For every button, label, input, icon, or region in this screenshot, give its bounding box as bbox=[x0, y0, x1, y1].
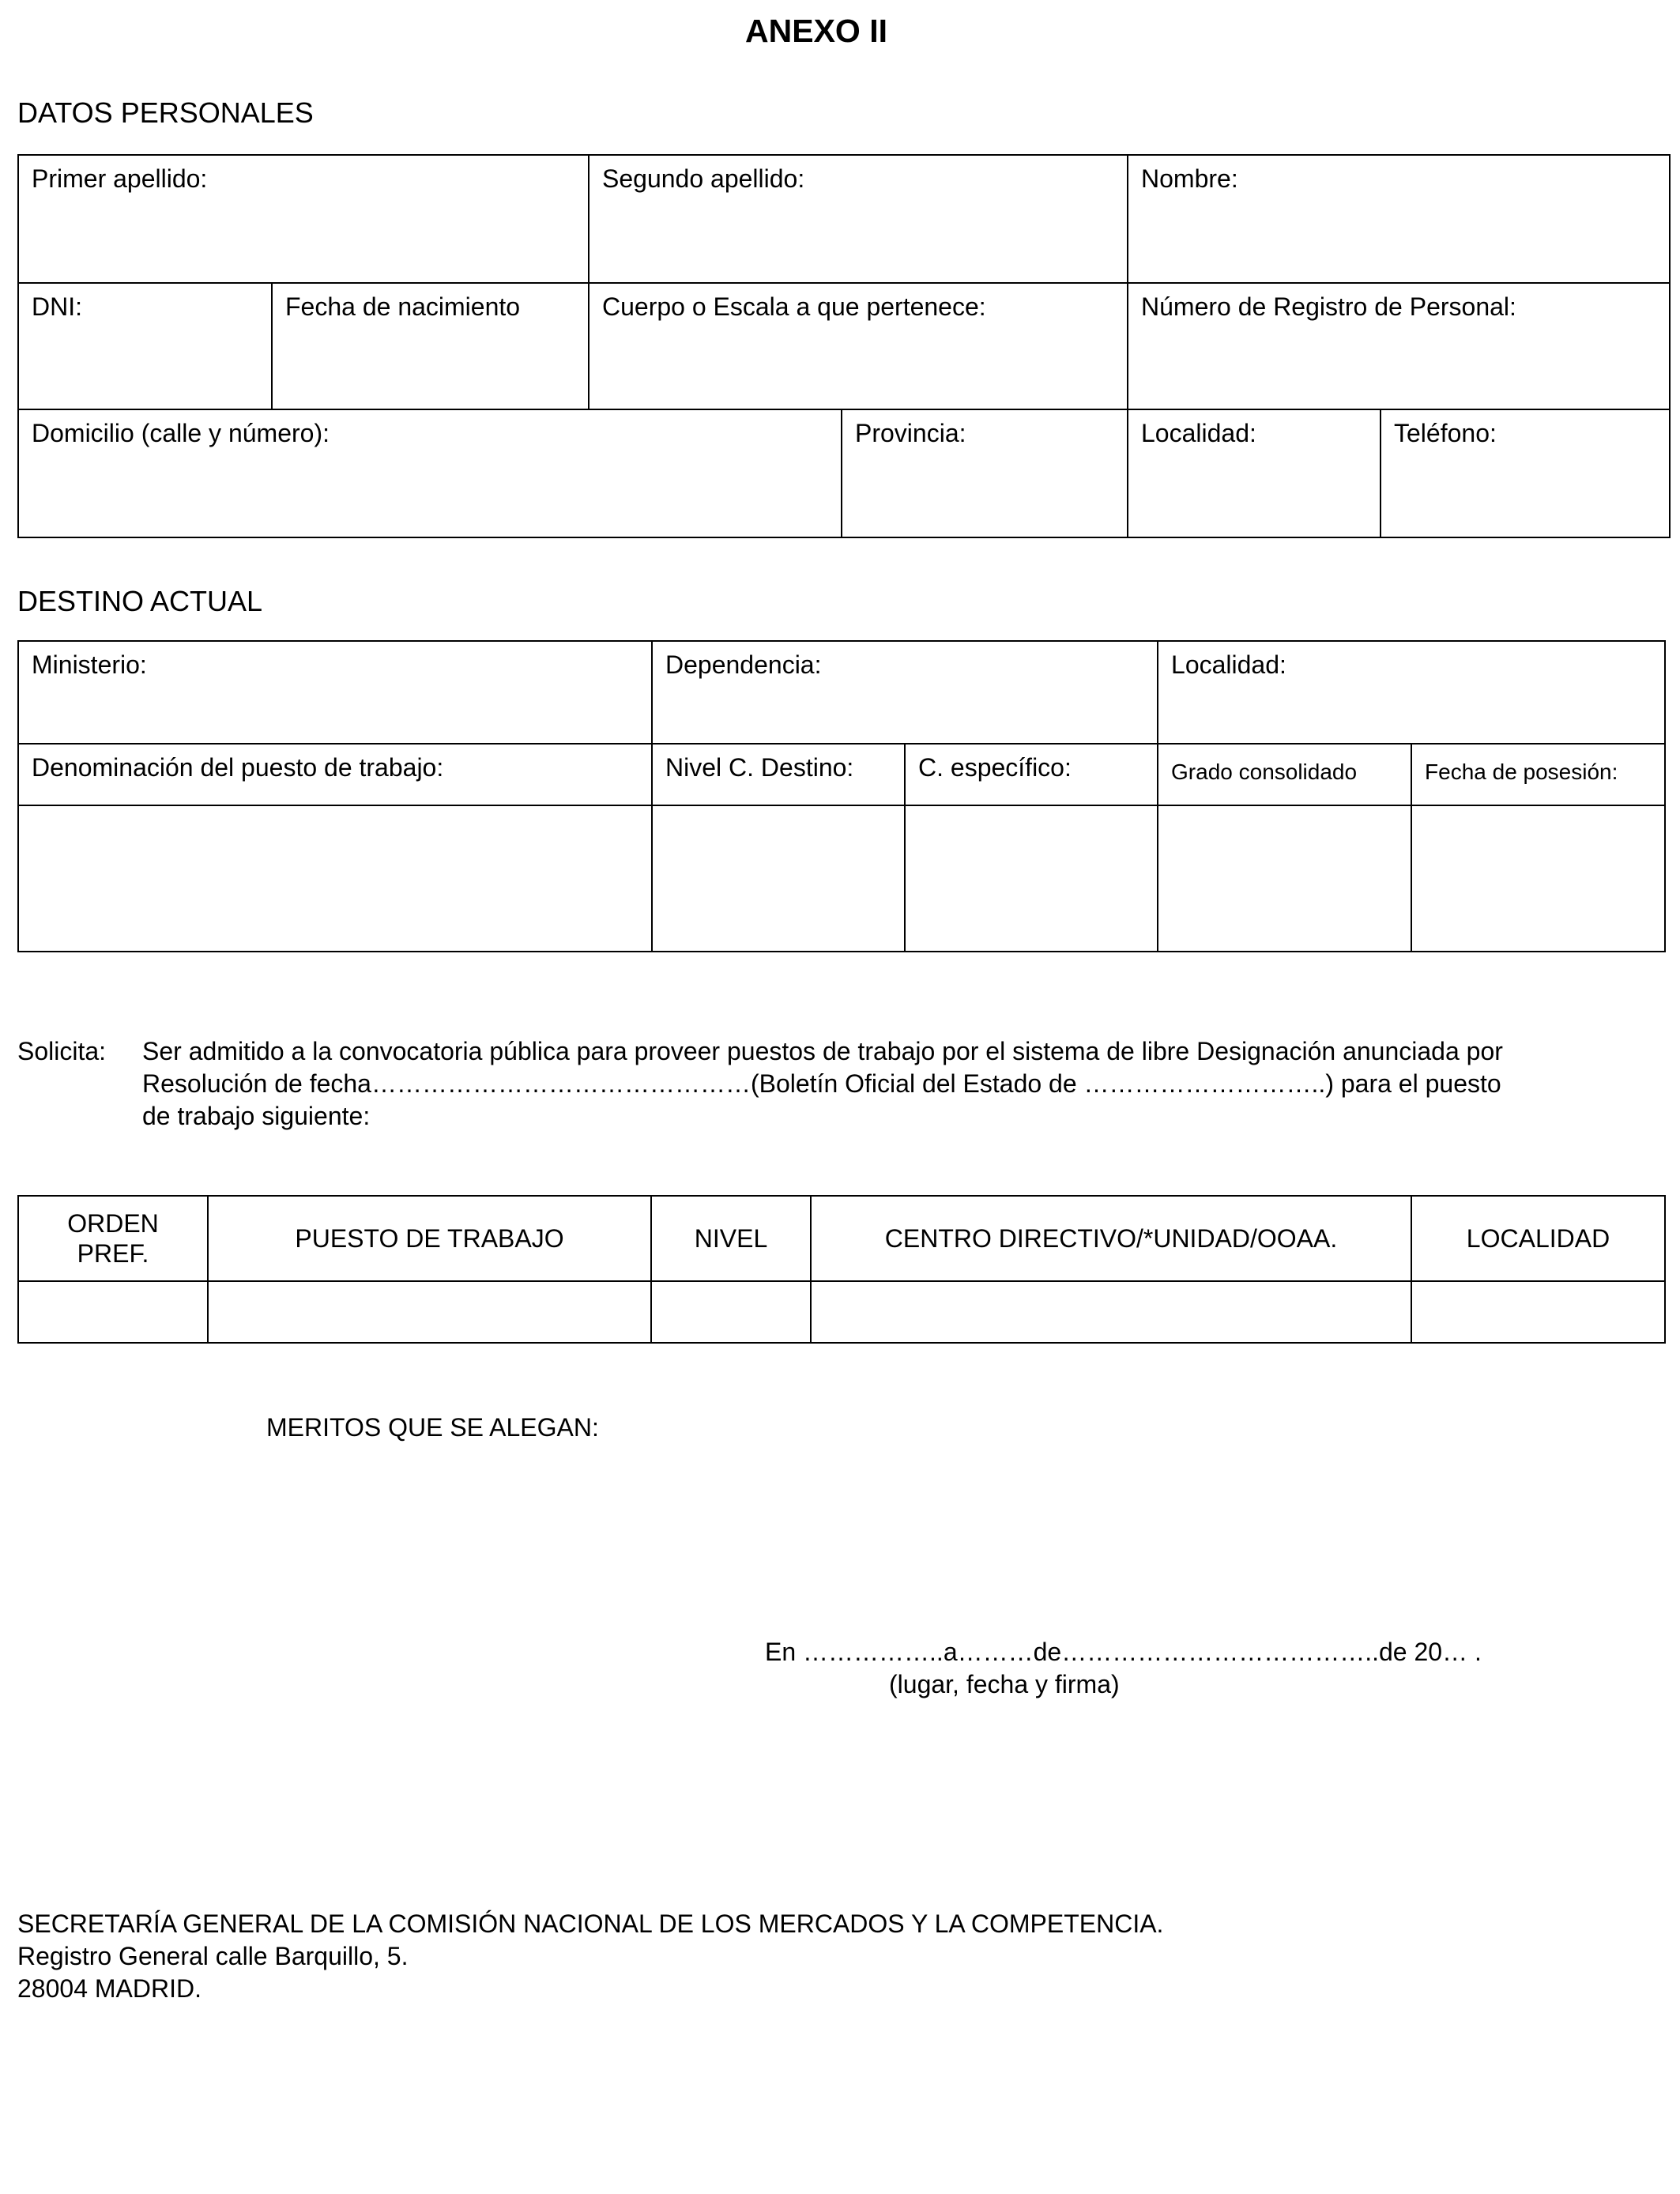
destino-actual-table bbox=[17, 640, 1666, 952]
telefono-field[interactable] bbox=[1381, 409, 1670, 537]
nivel-header: NIVEL bbox=[651, 1196, 811, 1281]
orden-header-line-1: ORDEN bbox=[67, 1209, 159, 1238]
telefono-label: Teléfono: bbox=[1394, 419, 1497, 447]
grado-label: Grado consolidado bbox=[1158, 744, 1411, 805]
puestos-table bbox=[17, 1195, 1666, 1344]
orden-pref-header bbox=[18, 1196, 208, 1281]
domicilio-label: Domicilio (calle y número): bbox=[32, 419, 330, 447]
datos-personales-table bbox=[17, 154, 1671, 538]
solicita-text bbox=[142, 1035, 1667, 1133]
cuerpo-escala-field[interactable] bbox=[589, 283, 1128, 409]
numero-registro-field[interactable] bbox=[1128, 283, 1670, 409]
nivel-destino-input[interactable] bbox=[652, 805, 905, 952]
nombre-field[interactable] bbox=[1128, 155, 1670, 283]
denominacion-label: Denominación del puesto de trabajo: bbox=[18, 744, 652, 805]
orden-pref-input[interactable] bbox=[18, 1281, 208, 1343]
firma-line: En ……………..a………de………………………………..de 20… . bbox=[765, 1638, 1482, 1666]
localidad-destino-field[interactable] bbox=[1158, 641, 1665, 744]
denominacion-input[interactable] bbox=[18, 805, 652, 952]
solicita-line-3: de trabajo siguiente: bbox=[142, 1102, 371, 1130]
firma-caption: (lugar, fecha y firma) bbox=[889, 1670, 1120, 1698]
cuerpo-escala-label: Cuerpo o Escala a que pertenece: bbox=[602, 292, 986, 321]
nivel-destino-label: Nivel C. Destino: bbox=[652, 744, 905, 805]
footer-line-1: SECRETARÍA GENERAL DE LA COMISIÓN NACIONAL DE LOS MERCADOS Y LA COMPETENCIA. bbox=[17, 1909, 1164, 1938]
puesto-input[interactable] bbox=[208, 1281, 651, 1343]
grado-input[interactable] bbox=[1158, 805, 1411, 952]
page-title: ANEXO II bbox=[745, 13, 887, 49]
primer-apellido-label: Primer apellido: bbox=[32, 164, 208, 193]
nivel-input[interactable] bbox=[651, 1281, 811, 1343]
primer-apellido-field[interactable] bbox=[18, 155, 589, 283]
especifico-label: C. específico: bbox=[905, 744, 1158, 805]
section-heading-destino-actual: DESTINO ACTUAL bbox=[17, 585, 263, 617]
dni-label: DNI: bbox=[32, 292, 82, 321]
orden-header-line-2: PREF. bbox=[77, 1239, 149, 1268]
dependencia-label: Dependencia: bbox=[665, 650, 822, 679]
puesto-header: PUESTO DE TRABAJO bbox=[208, 1196, 651, 1281]
section-heading-datos-personales: DATOS PERSONALES bbox=[17, 96, 314, 129]
dni-field[interactable] bbox=[18, 283, 272, 409]
ministerio-field[interactable] bbox=[18, 641, 652, 744]
footer-line-2: Registro General calle Barquillo, 5. bbox=[17, 1942, 409, 1970]
centro-input[interactable] bbox=[811, 1281, 1411, 1343]
dependencia-field[interactable] bbox=[652, 641, 1158, 744]
ministerio-label: Ministerio: bbox=[32, 650, 147, 679]
solicita-line-2: Resolución de fecha………………………………………(Boletín Oficial del Estado de ………………………..) para el puesto bbox=[142, 1069, 1501, 1098]
fecha-nacimiento-label: Fecha de nacimiento bbox=[285, 292, 521, 321]
solicita-line-1: Ser admitido a la convocatoria pública para proveer puestos de trabajo por el sistema de libre Designación anunciada por bbox=[142, 1037, 1503, 1065]
meritos-label: MERITOS QUE SE ALEGAN: bbox=[266, 1413, 599, 1442]
domicilio-field[interactable] bbox=[18, 409, 842, 537]
localidad-field[interactable] bbox=[1128, 409, 1381, 537]
fecha-posesion-label: Fecha de posesión: bbox=[1411, 744, 1665, 805]
provincia-label: Provincia: bbox=[855, 419, 966, 447]
footer-line-3: 28004 MADRID. bbox=[17, 1974, 202, 2003]
nombre-label: Nombre: bbox=[1141, 164, 1238, 193]
especifico-input[interactable] bbox=[905, 805, 1158, 952]
numero-registro-label: Número de Registro de Personal: bbox=[1141, 292, 1516, 321]
footer-address bbox=[17, 1908, 1163, 2005]
localidad-label: Localidad: bbox=[1141, 419, 1256, 447]
provincia-field[interactable] bbox=[842, 409, 1128, 537]
localidad-header: LOCALIDAD bbox=[1411, 1196, 1665, 1281]
fecha-nacimiento-field[interactable] bbox=[272, 283, 589, 409]
localidad-destino-label: Localidad: bbox=[1171, 650, 1286, 679]
solicita-label: Solicita: bbox=[17, 1037, 107, 1065]
centro-header: CENTRO DIRECTIVO/*UNIDAD/OOAA. bbox=[811, 1196, 1411, 1281]
localidad-input[interactable] bbox=[1411, 1281, 1665, 1343]
segundo-apellido-field[interactable] bbox=[589, 155, 1128, 283]
segundo-apellido-label: Segundo apellido: bbox=[602, 164, 805, 193]
fecha-posesion-input[interactable] bbox=[1411, 805, 1665, 952]
